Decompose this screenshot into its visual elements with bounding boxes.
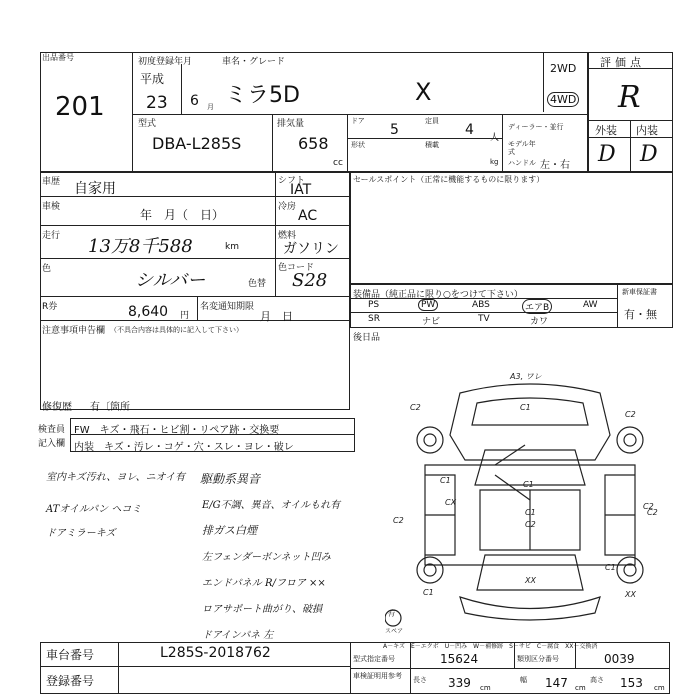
fuel-label: 燃料 xyxy=(278,231,297,241)
warranty-value: 有・無 xyxy=(624,308,657,321)
entry-label: 記入欄 xyxy=(38,439,66,449)
door-label: ドア xyxy=(351,117,365,125)
class-value: 0039 xyxy=(604,652,635,666)
displacement: 658 xyxy=(298,134,329,153)
cc-unit: cc xyxy=(333,158,343,168)
grade: X xyxy=(415,78,432,106)
chassis-label: 車台番号 xyxy=(46,648,95,662)
note-right-1: 駆動系異音 xyxy=(200,472,261,486)
warranty-label: 新車保証書 xyxy=(622,288,657,296)
eval-value: R xyxy=(618,80,641,115)
mark-spare: 有 xyxy=(387,609,395,618)
load-label: 積載 xyxy=(425,141,439,149)
note-left-2: ATオイルパン ヘコミ xyxy=(46,504,142,515)
width-cm: cm xyxy=(575,684,586,692)
mark-c2-tl: C2 xyxy=(410,403,421,412)
kg-unit: kg xyxy=(490,158,499,166)
history-value: 自家用 xyxy=(74,181,116,197)
capacity: 4 xyxy=(465,122,474,138)
caution-label: 注意事項申告欄 xyxy=(42,326,106,336)
equip-tv: TV xyxy=(478,314,490,324)
model-code: DBA-L285S xyxy=(152,134,242,153)
mark-xx-1: XX xyxy=(525,576,536,585)
mark-c2-r: C2 xyxy=(643,502,654,511)
length-label: 長さ xyxy=(413,676,427,684)
month-unit: 月 xyxy=(207,103,214,111)
reg-year: 23 xyxy=(146,93,168,113)
note-right-2: E/G不調、異音、オイルもれ有 xyxy=(202,500,341,511)
width-label: 幅 xyxy=(520,676,527,684)
ext-value: D xyxy=(598,142,616,167)
displacement-label: 排気量 xyxy=(277,119,305,129)
note-left-3: ドアミラーキズ xyxy=(46,528,116,539)
history-label: 車歴 xyxy=(42,177,61,187)
shape-label: 形状 xyxy=(351,141,365,149)
inspection-value: 年 月（ 日） xyxy=(140,208,225,222)
damage-legend: A－キズ E－エクボ U－凹み W－補修跡 S－サビ C－腐食 XX－交換済 xyxy=(383,643,598,650)
equip-sr: SR xyxy=(368,314,380,324)
equip-navi: ナビ xyxy=(422,317,441,327)
mark-c1-l: C1 xyxy=(440,476,451,485)
sales-point-frame xyxy=(350,172,673,284)
mark-c2-bl: C2 xyxy=(393,516,404,525)
repair-label: 修復歴 xyxy=(42,402,72,413)
ac-value: AC xyxy=(298,208,318,224)
sheet-frame xyxy=(40,52,673,172)
note-right-7: ドアインパネ 左 xyxy=(202,630,274,641)
equip-pw: PW xyxy=(418,299,438,311)
type-label: 型式 xyxy=(138,119,157,129)
mileage-label: 走行 xyxy=(42,231,61,241)
handle-value: 左・右 xyxy=(540,160,570,171)
fw-line: FW キズ・飛石・ヒビ割・リペア跡・交換要 xyxy=(74,425,280,436)
reg-month: 6 xyxy=(190,93,199,109)
length-cm: cm xyxy=(480,684,491,692)
mark-c1-mid: C1 xyxy=(523,480,534,489)
color-code-label: 色コード xyxy=(278,263,315,273)
mark-c2-tr: C2 xyxy=(625,410,636,419)
first-reg-label: 初度登録年月 xyxy=(138,57,193,67)
mark-c1-top: C1 xyxy=(520,403,531,412)
mark-c2-mid: C2 xyxy=(525,520,536,529)
note-right-5: エンドパネル R/フロア ×× xyxy=(202,578,326,589)
equip-airbag: エアB xyxy=(522,299,552,314)
km-unit: km xyxy=(225,242,239,252)
mark-a3: A3, ワレ xyxy=(510,372,542,381)
shift-value: IAT xyxy=(290,182,312,198)
capacity-label: 定員 xyxy=(425,117,439,125)
color-value: シルバー xyxy=(135,270,206,291)
color-label: 色 xyxy=(42,264,52,274)
height-value: 153 xyxy=(620,676,643,690)
deadline-value: 月 日 xyxy=(260,310,293,323)
drive-4wd: 4WD xyxy=(547,92,579,107)
spare-label: スペア xyxy=(385,628,404,635)
deadline-label: 名変通知期限 xyxy=(200,302,255,312)
note-right-4: 左フェンダーボンネット凹み xyxy=(202,552,331,563)
width-value: 147 xyxy=(545,676,568,690)
equip-ps: PS xyxy=(368,300,380,310)
era-label: 平成 xyxy=(140,72,165,86)
model-spec-label: 型式指定番号 xyxy=(353,655,395,663)
model-year-label: モデル年式 xyxy=(508,140,536,156)
mark-cx: CX xyxy=(445,498,457,507)
mark-c2-br: C2 xyxy=(647,508,658,517)
equip-leather: カワ xyxy=(530,317,549,327)
model-spec-value: 15624 xyxy=(440,652,479,666)
equip-abs: ABS xyxy=(472,300,490,310)
mileage-value: 13万8千588 xyxy=(88,236,193,257)
class-label: 類別区分番号 xyxy=(517,655,559,663)
length-value: 339 xyxy=(448,676,471,690)
cert-label: 車検証明用参考 xyxy=(353,672,402,680)
fuel-value: ガソリン xyxy=(283,241,339,257)
mark-xx-2: XX xyxy=(625,590,636,599)
drive-2wd: 2WD xyxy=(550,62,577,75)
person-unit: 人 xyxy=(490,133,500,143)
equip-aw: AW xyxy=(583,300,598,310)
mark-c1-bl: C1 xyxy=(423,588,434,597)
caution-sub: （不具合内容は具体的に記入して下さい） xyxy=(110,326,243,334)
int-label: 内装 xyxy=(636,124,658,137)
chassis-value: L285S-2018762 xyxy=(160,645,271,661)
reg-label: 登録番号 xyxy=(46,674,95,688)
note-right-6: ロアサポート曲がり、破損 xyxy=(202,604,322,615)
recycle-value: 8,640 xyxy=(128,304,169,320)
note-left-1: 室内キズ汚れ、ヨレ、ニオイ有 xyxy=(46,472,186,483)
car-damage-diagram xyxy=(385,365,675,640)
shift-label: シフト xyxy=(278,176,306,186)
ext-label: 外装 xyxy=(595,124,617,137)
height-cm: cm xyxy=(654,684,665,692)
ac-label: 冷房 xyxy=(278,202,297,212)
color-change-label: 色替 xyxy=(248,279,267,289)
handle-label: ハンドル xyxy=(508,159,536,167)
equipment-label: 装備品（純正品に限り○をつけて下さい） xyxy=(353,290,523,300)
sales-point-label: セールスポイント（正常に機能するものに限ります） xyxy=(353,175,545,184)
doors: 5 xyxy=(390,122,399,138)
note-right-3: 排ガス白煙 xyxy=(202,524,257,537)
recycle-label: R券 xyxy=(42,302,58,312)
int-value: D xyxy=(640,142,658,167)
yen-unit: 円 xyxy=(180,311,190,321)
dealer-label: ディーラー・並行 xyxy=(508,123,564,131)
car-name-label: 車名・グレード xyxy=(222,57,286,67)
repair-value: 有〔箇所 xyxy=(90,402,130,413)
car-name: ミラ5D xyxy=(225,83,300,108)
mark-c1-br: C1 xyxy=(605,563,616,572)
lot-number: 201 xyxy=(55,92,105,122)
mark-c1-c: C1 xyxy=(525,508,536,517)
height-label: 高さ xyxy=(590,676,604,684)
inspector-label: 検査員 xyxy=(38,425,66,435)
int-line: 内装 キズ・汚レ・コゲ・穴・スレ・ヨレ・破レ xyxy=(74,442,294,453)
color-code-value: S28 xyxy=(292,270,328,291)
inspection-label: 車検 xyxy=(42,202,61,212)
post-install-label: 後日品 xyxy=(353,333,381,343)
lot-label: 出品番号 xyxy=(42,53,74,62)
eval-label: 評価点 xyxy=(600,56,645,69)
